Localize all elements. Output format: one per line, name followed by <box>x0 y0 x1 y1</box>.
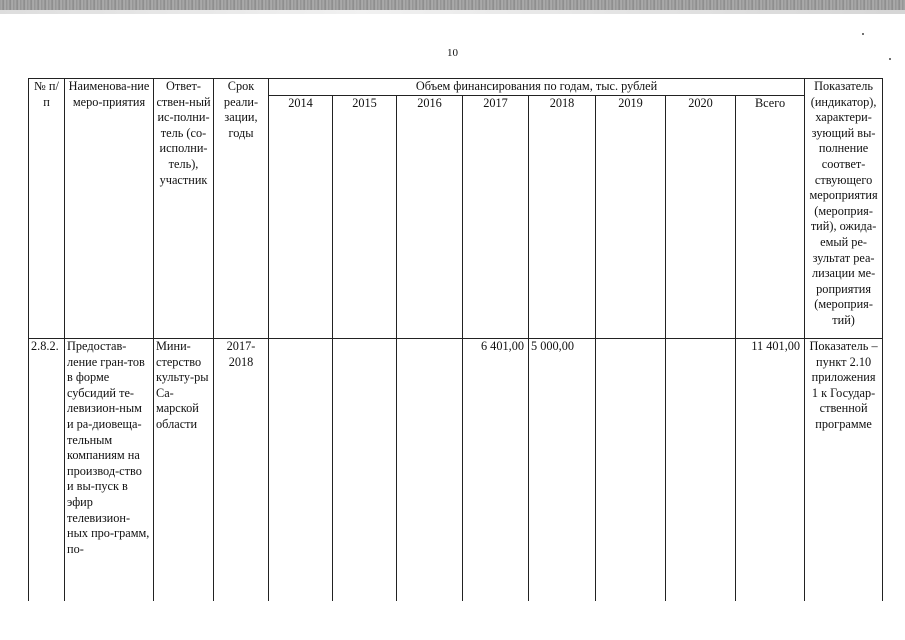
row-value-2016 <box>397 339 463 602</box>
header-num <box>29 79 65 339</box>
header-name <box>65 79 154 339</box>
row-value-2015 <box>333 339 397 602</box>
header-name-text: Наименова-ние меро-приятия <box>68 79 150 109</box>
row-name: Предостав-ление гран-тов в форме субсидий те-левизион-ным и ра-диовеща-тельным компаниям на производ-ство и вы-пуск в эфир телевизион-ных про-грамм, по- <box>65 339 154 602</box>
header-year-2015: 2015 <box>333 96 397 339</box>
page-number: 10 <box>447 47 458 59</box>
funding-table <box>28 78 883 601</box>
scan-speck <box>862 33 864 35</box>
row-value-2018: 5 000,00 <box>529 339 596 602</box>
scan-edge-artifact <box>0 0 905 14</box>
header-year-2014: 2014 <box>269 96 333 339</box>
header-num-text: № п/п <box>34 79 59 109</box>
header-executor <box>154 79 214 339</box>
row-value-2017: 6 401,00 <box>463 339 529 602</box>
row-indicator: Показатель – пункт 2.10 приложения 1 к Государ-ственной программе <box>805 339 883 602</box>
scan-speck <box>889 58 891 60</box>
header-term <box>214 79 269 339</box>
header-year-2020: 2020 <box>666 96 736 339</box>
header-year-2017: 2017 <box>463 96 529 339</box>
row-term: 2017-2018 <box>214 339 269 602</box>
header-indicator-text: Показатель (индикатор), характери-зующий вы-полнение соответ-ствующего мероприятия (мероприя-тий), ожида-емый ре-зультат реа-лизации ме-роприятия (мероприя-тий) <box>809 79 878 327</box>
header-executor-text: Ответ-ствен-ный ис-полни-тель (со-исполни-тель), участник <box>156 79 211 187</box>
header-row-top <box>29 79 883 96</box>
header-total: Всего <box>736 96 805 339</box>
header-year-2018: 2018 <box>529 96 596 339</box>
row-total: 11 401,00 <box>736 339 805 602</box>
row-num: 2.8.2. <box>29 339 65 602</box>
row-value-2014 <box>269 339 333 602</box>
header-indicator <box>805 79 883 339</box>
header-funding-text: Объем финансирования по годам, тыс. рублей <box>415 79 658 93</box>
header-term-text: Срок реали-зации, годы <box>223 79 259 140</box>
row-executor: Мини-стерство культу-ры Са-марской области <box>154 339 214 602</box>
header-year-2016: 2016 <box>397 96 463 339</box>
table-row <box>29 339 883 602</box>
row-value-2020 <box>666 339 736 602</box>
row-value-2019 <box>596 339 666 602</box>
header-year-2019: 2019 <box>596 96 666 339</box>
header-funding <box>269 79 805 96</box>
